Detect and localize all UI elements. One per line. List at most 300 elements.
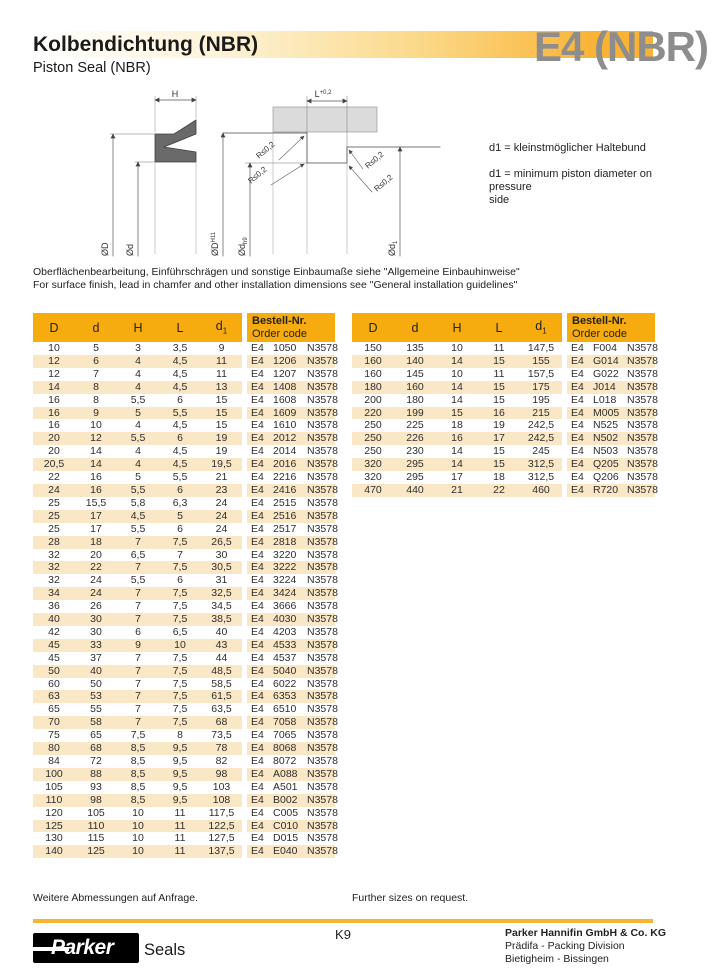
order-code-part: N3578 xyxy=(627,483,658,496)
dim-cell: 18 xyxy=(493,471,505,484)
dim-cell: 22 xyxy=(478,484,520,497)
order-code-cell xyxy=(247,535,338,549)
order-code-part: E4 xyxy=(251,342,264,354)
dim-cell: 220 xyxy=(352,407,394,420)
dim-cell: 9 xyxy=(218,342,225,354)
order-code-cell xyxy=(247,755,338,768)
dim-cell: 16 xyxy=(48,393,60,406)
dim-cell: 6 xyxy=(75,355,117,368)
order-code-part: N3578 xyxy=(307,742,338,755)
order-code-cell xyxy=(247,458,338,471)
page-number: K9 xyxy=(335,927,351,942)
order-code-part: E4 xyxy=(251,767,264,780)
order-code-part: 4533 xyxy=(273,638,297,651)
dim-cell: 7 xyxy=(117,561,159,574)
dim-cell: 20 xyxy=(48,445,60,458)
dim-cell: 75 xyxy=(48,729,60,742)
dim-cell: 24 xyxy=(201,510,242,523)
order-code-part: E4 xyxy=(251,587,264,600)
col-header-H: H xyxy=(436,313,478,342)
order-code-cell xyxy=(247,471,338,484)
order-code-part: 1408 xyxy=(273,380,297,393)
page-title-en: Piston Seal (NBR) xyxy=(33,60,151,76)
dim-label-groove-diameter: $Ød_{h9}$ xyxy=(237,237,249,256)
dim-cell: 68 xyxy=(201,716,242,729)
dim-cell: 28 xyxy=(33,536,75,549)
order-code-cell xyxy=(567,367,658,381)
dim-cell: 11 xyxy=(159,820,201,833)
dim-cell: 37 xyxy=(90,651,102,664)
dim-cell: 14 xyxy=(451,445,463,458)
order-code-cell xyxy=(247,780,338,794)
size-table-left xyxy=(33,313,338,858)
dim-cell: 6 xyxy=(177,574,183,587)
order-code-part: N3578 xyxy=(627,380,658,393)
dim-cell: 7,5 xyxy=(159,665,201,678)
dim-cell: 11 xyxy=(174,806,186,819)
dim-cell: 3,5 xyxy=(172,342,188,354)
dim-cell: 16 xyxy=(33,407,75,420)
dim-cell: 10 xyxy=(159,639,201,652)
dim-cell: 40 xyxy=(33,613,75,626)
dim-cell: 12 xyxy=(75,432,117,445)
order-code-part: E4 xyxy=(571,471,584,484)
dim-cell: 25 xyxy=(48,496,60,509)
order-code-cell xyxy=(247,742,338,755)
parker-logo-seals-label: Seals xyxy=(144,941,186,959)
order-code-part: N502 xyxy=(593,432,619,445)
dim-cell: 6,3 xyxy=(172,496,188,509)
dim-cell: 42 xyxy=(48,625,60,638)
order-code-cell xyxy=(247,342,338,355)
table-row xyxy=(33,755,335,768)
order-code-part: 8072 xyxy=(273,755,297,767)
order-code-part: B002 xyxy=(273,793,298,806)
order-code-part: C005 xyxy=(273,806,299,819)
dim-cell: 78 xyxy=(201,742,242,755)
order-code-part: E4 xyxy=(571,354,584,367)
radius-label: R≤0,2 xyxy=(363,149,386,171)
dim-cell: 7,5 xyxy=(159,561,201,574)
table-row xyxy=(33,781,335,794)
table-row xyxy=(352,445,655,458)
dim-cell: 155 xyxy=(520,355,562,368)
order-code-part: 2016 xyxy=(273,458,297,471)
order-code-part: D015 xyxy=(273,832,299,845)
order-code-part: N3578 xyxy=(307,793,338,806)
col-header-L: L xyxy=(159,313,201,342)
order-code-part: N3578 xyxy=(307,780,338,793)
order-code-cell xyxy=(247,845,338,858)
dim-cell: 5,5 xyxy=(130,393,146,406)
order-code-cell xyxy=(567,342,658,355)
dim-cell: 43 xyxy=(201,639,242,652)
order-code-part: E4 xyxy=(571,380,584,393)
order-code-cell xyxy=(567,393,658,407)
table-row xyxy=(33,471,335,484)
table-row xyxy=(33,445,335,458)
dim-cell: 14 xyxy=(90,445,102,458)
dim-cell: 24 xyxy=(215,496,228,509)
col-header-d1: $d_1$ xyxy=(201,313,242,342)
dim-cell: 30 xyxy=(215,548,228,561)
order-code-cell xyxy=(247,690,338,703)
order-code-part: 4203 xyxy=(273,625,297,638)
order-code-cell xyxy=(247,832,338,845)
order-code-part: Q206 xyxy=(593,471,619,484)
dim-cell: 6 xyxy=(177,393,183,406)
dim-cell: 5,5 xyxy=(159,407,201,420)
dim-cell: 16 xyxy=(48,419,60,432)
dim-cell: 7 xyxy=(117,536,159,549)
order-code-part: 4537 xyxy=(273,651,297,664)
table-row xyxy=(33,820,335,833)
order-code-part: E4 xyxy=(251,832,264,845)
dim-cell: 125 xyxy=(75,845,117,858)
order-code-part: N3578 xyxy=(627,419,658,432)
order-code-cell xyxy=(247,651,338,665)
order-code-part: N3578 xyxy=(307,483,338,496)
order-code-part: E4 xyxy=(571,342,584,354)
dim-cell: 5,5 xyxy=(130,574,146,587)
order-code-part: E4 xyxy=(571,367,584,380)
dim-cell: 40 xyxy=(75,665,117,678)
dim-cell: 137,5 xyxy=(201,845,242,858)
company-address xyxy=(505,927,666,966)
order-code-part: E4 xyxy=(251,806,264,819)
order-code-cell xyxy=(567,483,658,497)
order-code-part: 2416 xyxy=(273,483,297,496)
dim-cell: 4,5 xyxy=(172,367,188,380)
dim-cell: 4,5 xyxy=(159,458,201,471)
col-header-order-code: Bestell-Nr. Order code xyxy=(247,313,335,342)
dim-cell: 32,5 xyxy=(201,587,242,600)
dim-cell: 15 xyxy=(215,419,228,432)
dim-cell: 9,5 xyxy=(159,742,201,755)
dim-cell: 160 xyxy=(352,355,394,368)
dim-cell: 25 xyxy=(48,522,60,535)
col-header-D: D xyxy=(33,313,75,342)
order-code-part: N3578 xyxy=(307,845,338,858)
order-code-part: N3578 xyxy=(307,406,338,419)
dim-cell: 30,5 xyxy=(201,561,242,574)
order-code-part: N3578 xyxy=(307,522,338,535)
dim-cell: 470 xyxy=(352,484,394,497)
dim-cell: 16 xyxy=(75,484,117,497)
table-row xyxy=(33,613,335,626)
dim-cell: 15 xyxy=(436,407,478,420)
dim-cell: 7,5 xyxy=(159,613,201,626)
dim-cell: 7,5 xyxy=(172,600,188,613)
table-row xyxy=(352,458,655,471)
order-code-part: E4 xyxy=(251,819,264,832)
table-row xyxy=(352,381,655,394)
dim-cell: 7,5 xyxy=(130,729,146,742)
order-code-cell xyxy=(247,406,338,420)
order-code-part: N3578 xyxy=(307,419,338,432)
dim-cell: 12 xyxy=(33,355,75,368)
dim-cell: 40 xyxy=(215,625,228,638)
order-code-cell xyxy=(247,677,338,691)
dim-cell: 6 xyxy=(135,625,141,638)
table-row xyxy=(33,484,335,497)
dim-cell: 175 xyxy=(520,381,562,394)
table-row xyxy=(33,342,335,355)
dim-cell: 117,5 xyxy=(208,806,235,819)
order-code-cell xyxy=(247,819,338,833)
dim-cell: 24 xyxy=(215,522,228,535)
order-code-part: E4 xyxy=(251,716,264,729)
dim-cell: 200 xyxy=(364,393,382,406)
dim-cell: 44 xyxy=(215,651,228,664)
dim-cell: 9 xyxy=(75,407,117,420)
dim-cell: 4,5 xyxy=(117,510,159,523)
order-code-part: 1207 xyxy=(273,367,297,380)
dim-cell: 105 xyxy=(45,780,63,793)
radius-label: R≤0,2 xyxy=(246,164,269,186)
dim-cell: 320 xyxy=(352,458,394,471)
order-code-part: E4 xyxy=(251,419,264,432)
dim-cell: 10 xyxy=(451,367,463,380)
table-row xyxy=(33,587,335,600)
order-code-part: N3578 xyxy=(307,716,338,729)
dim-cell: 11 xyxy=(493,367,505,380)
order-code-part: E4 xyxy=(251,638,264,651)
dim-cell: 160 xyxy=(364,367,382,380)
dim-cell: 7 xyxy=(117,613,159,626)
order-code-part: N3578 xyxy=(307,651,338,664)
dim-cell: 19 xyxy=(201,432,242,445)
dim-cell: 70 xyxy=(33,716,75,729)
order-code-part: E4 xyxy=(251,393,264,406)
dim-cell: 32 xyxy=(48,548,60,561)
order-code-part: N3578 xyxy=(627,354,658,367)
order-code-part: E4 xyxy=(571,406,584,419)
order-code-part: N3578 xyxy=(307,767,338,780)
order-code-part: N3578 xyxy=(627,445,658,458)
dim-cell: 24 xyxy=(90,574,102,587)
order-code-part: E4 xyxy=(251,509,264,522)
dim-cell: 38,5 xyxy=(201,613,242,626)
dim-cell: 160 xyxy=(394,381,436,394)
order-code-part: N3578 xyxy=(627,406,658,419)
table-row xyxy=(33,703,335,716)
order-code-cell xyxy=(247,380,338,394)
dim-cell: 25 xyxy=(33,510,75,523)
dim-cell: 5,8 xyxy=(130,496,146,509)
dim-cell: 14 xyxy=(436,381,478,394)
dim-cell: 32 xyxy=(33,561,75,574)
dim-cell: 9 xyxy=(117,639,159,652)
dim-cell: 5 xyxy=(159,510,201,523)
dim-cell: 73,5 xyxy=(211,729,232,742)
dim-cell: 295 xyxy=(394,458,436,471)
order-code-part: E4 xyxy=(251,496,264,509)
order-code-part: 2818 xyxy=(273,535,297,548)
order-code-part: M005 xyxy=(593,406,620,419)
order-code-part: N3578 xyxy=(307,819,338,832)
order-code-part: N3578 xyxy=(307,471,338,484)
dim-cell: 7,5 xyxy=(172,703,188,716)
dim-cell: 24 xyxy=(33,484,75,497)
dim-cell: 14 xyxy=(75,458,117,471)
dim-cell: 30 xyxy=(90,625,102,638)
size-table-right xyxy=(352,313,658,497)
order-code-part: N3578 xyxy=(307,354,338,367)
dim-cell: 108 xyxy=(201,794,242,807)
dim-cell: 10 xyxy=(117,820,159,833)
dim-cell: 34,5 xyxy=(211,600,232,613)
dim-cell: 80 xyxy=(33,742,75,755)
table-row xyxy=(33,407,335,420)
order-code-part: 3220 xyxy=(273,548,297,561)
dim-cell: 50 xyxy=(90,677,102,690)
order-code-part: 2515 xyxy=(273,496,297,509)
dim-cell: 122,5 xyxy=(201,820,242,833)
order-code-part: E4 xyxy=(251,458,264,471)
dim-cell: 250 xyxy=(364,445,382,458)
dim-cell: 4 xyxy=(117,355,159,368)
table-row xyxy=(352,355,655,368)
seal-profile xyxy=(155,120,196,162)
order-code-part: N3578 xyxy=(307,393,338,406)
order-code-part: E4 xyxy=(571,445,584,458)
order-code-part: N3578 xyxy=(307,664,338,677)
order-code-part: E4 xyxy=(251,742,264,755)
dim-cell: 145 xyxy=(406,367,424,380)
table-row xyxy=(33,536,335,549)
dim-cell: 7 xyxy=(117,690,159,703)
dim-cell: 11 xyxy=(174,832,186,845)
dim-cell: 11 xyxy=(493,342,505,354)
dim-cell: 15 xyxy=(201,407,242,420)
dim-cell: 23 xyxy=(201,484,242,497)
dim-cell: 21 xyxy=(436,484,478,497)
dim-cell: 7 xyxy=(117,716,159,729)
dim-cell: 295 xyxy=(406,471,424,484)
dim-cell: 15 xyxy=(478,355,520,368)
order-code-cell xyxy=(247,587,338,600)
order-code-cell xyxy=(247,767,338,781)
dim-cell: 180 xyxy=(352,381,394,394)
col-header-H: H xyxy=(117,313,159,342)
footer-rule xyxy=(33,919,653,923)
order-code-cell xyxy=(247,625,338,639)
order-code-part: E4 xyxy=(571,458,584,471)
dim-cell: 11 xyxy=(159,845,201,858)
dim-cell: 125 xyxy=(33,820,75,833)
order-code-cell xyxy=(247,638,338,652)
order-code-part: 7065 xyxy=(273,729,297,742)
dim-cell: 63,5 xyxy=(211,703,232,716)
order-code-part: 1206 xyxy=(273,354,297,367)
order-code-part: N525 xyxy=(593,419,619,432)
table-row xyxy=(33,729,335,742)
table-row xyxy=(33,510,335,523)
dim-cell: 105 xyxy=(87,806,105,819)
order-code-part: Q205 xyxy=(593,458,619,471)
dim-cell: 8,5 xyxy=(117,742,159,755)
dim-cell: 60 xyxy=(48,677,60,690)
table-row xyxy=(33,652,335,665)
col-header-d1: $d_1$ xyxy=(520,313,562,342)
dim-cell: 195 xyxy=(532,393,550,406)
dim-cell: 8 xyxy=(177,729,183,742)
order-code-part: N3578 xyxy=(307,561,338,574)
dim-cell: 22 xyxy=(48,471,60,484)
dim-cell: 5,5 xyxy=(117,484,159,497)
order-code-part: N3578 xyxy=(307,625,338,638)
cylinder-block xyxy=(273,107,377,132)
table-row xyxy=(352,419,655,432)
page-title-de: Kolbendichtung (NBR) xyxy=(33,33,259,56)
dim-cell: 17 xyxy=(478,432,520,445)
order-code-part: N3578 xyxy=(307,535,338,548)
dim-cell: 127,5 xyxy=(208,832,235,845)
dim-cell: 7 xyxy=(117,587,159,600)
dim-cell: 11 xyxy=(216,367,227,380)
order-code-part: N3578 xyxy=(627,471,658,484)
order-code-cell xyxy=(247,793,338,807)
dim-cell: 14 xyxy=(451,393,463,406)
table-row xyxy=(33,807,335,820)
order-code-part: E4 xyxy=(251,561,264,574)
dim-cell: 34 xyxy=(33,587,75,600)
order-code-part: G014 xyxy=(593,354,619,367)
dim-cell: 6 xyxy=(159,484,201,497)
radius-label: R≤0,2 xyxy=(372,172,395,194)
footer-note-de: Weitere Abmessungen auf Anfrage. xyxy=(33,892,198,904)
note-d1-german: d1 = kleinstmöglicher Haltebund xyxy=(489,142,646,154)
dim-cell: 8,5 xyxy=(117,768,159,781)
order-code-part: E4 xyxy=(251,471,264,484)
dim-cell: 4,5 xyxy=(159,381,201,394)
dim-cell: 150 xyxy=(364,342,382,354)
dim-cell: 36 xyxy=(48,600,60,613)
dim-cell: 7,5 xyxy=(172,677,188,690)
parker-logo-wordmark: Parker xyxy=(51,936,114,959)
table-row xyxy=(352,394,655,407)
dim-cell: 10 xyxy=(132,806,144,819)
order-code-part: E4 xyxy=(251,690,264,703)
order-code-part: 3222 xyxy=(273,561,297,574)
order-code-part: N3578 xyxy=(307,600,338,613)
dim-label-d1-diameter: $Ød_1$ xyxy=(387,240,399,256)
dim-cell: 16 xyxy=(90,471,102,484)
order-code-part: E4 xyxy=(571,483,584,496)
table-row xyxy=(33,523,335,536)
dim-cell: 32 xyxy=(48,574,60,587)
dim-cell: 320 xyxy=(364,471,382,484)
dim-cell: 4,5 xyxy=(172,419,188,432)
note-d1-english xyxy=(489,168,669,207)
order-code-part: E4 xyxy=(251,548,264,561)
dim-cell: 5 xyxy=(117,407,159,420)
order-code-part: E4 xyxy=(251,380,264,393)
dim-cell: 82 xyxy=(215,755,228,767)
dim-cell: 7,5 xyxy=(159,716,201,729)
dim-cell: 20,5 xyxy=(33,458,75,471)
table-row xyxy=(33,794,335,807)
order-code-cell xyxy=(567,445,658,458)
order-code-part: 5040 xyxy=(273,664,297,677)
dim-cell: 7 xyxy=(135,651,141,664)
col-header-L: L xyxy=(478,313,520,342)
order-code-part: E4 xyxy=(251,483,264,496)
dim-cell: 250 xyxy=(352,432,394,445)
dim-cell: 180 xyxy=(406,393,424,406)
order-code-part: N3578 xyxy=(307,367,338,380)
